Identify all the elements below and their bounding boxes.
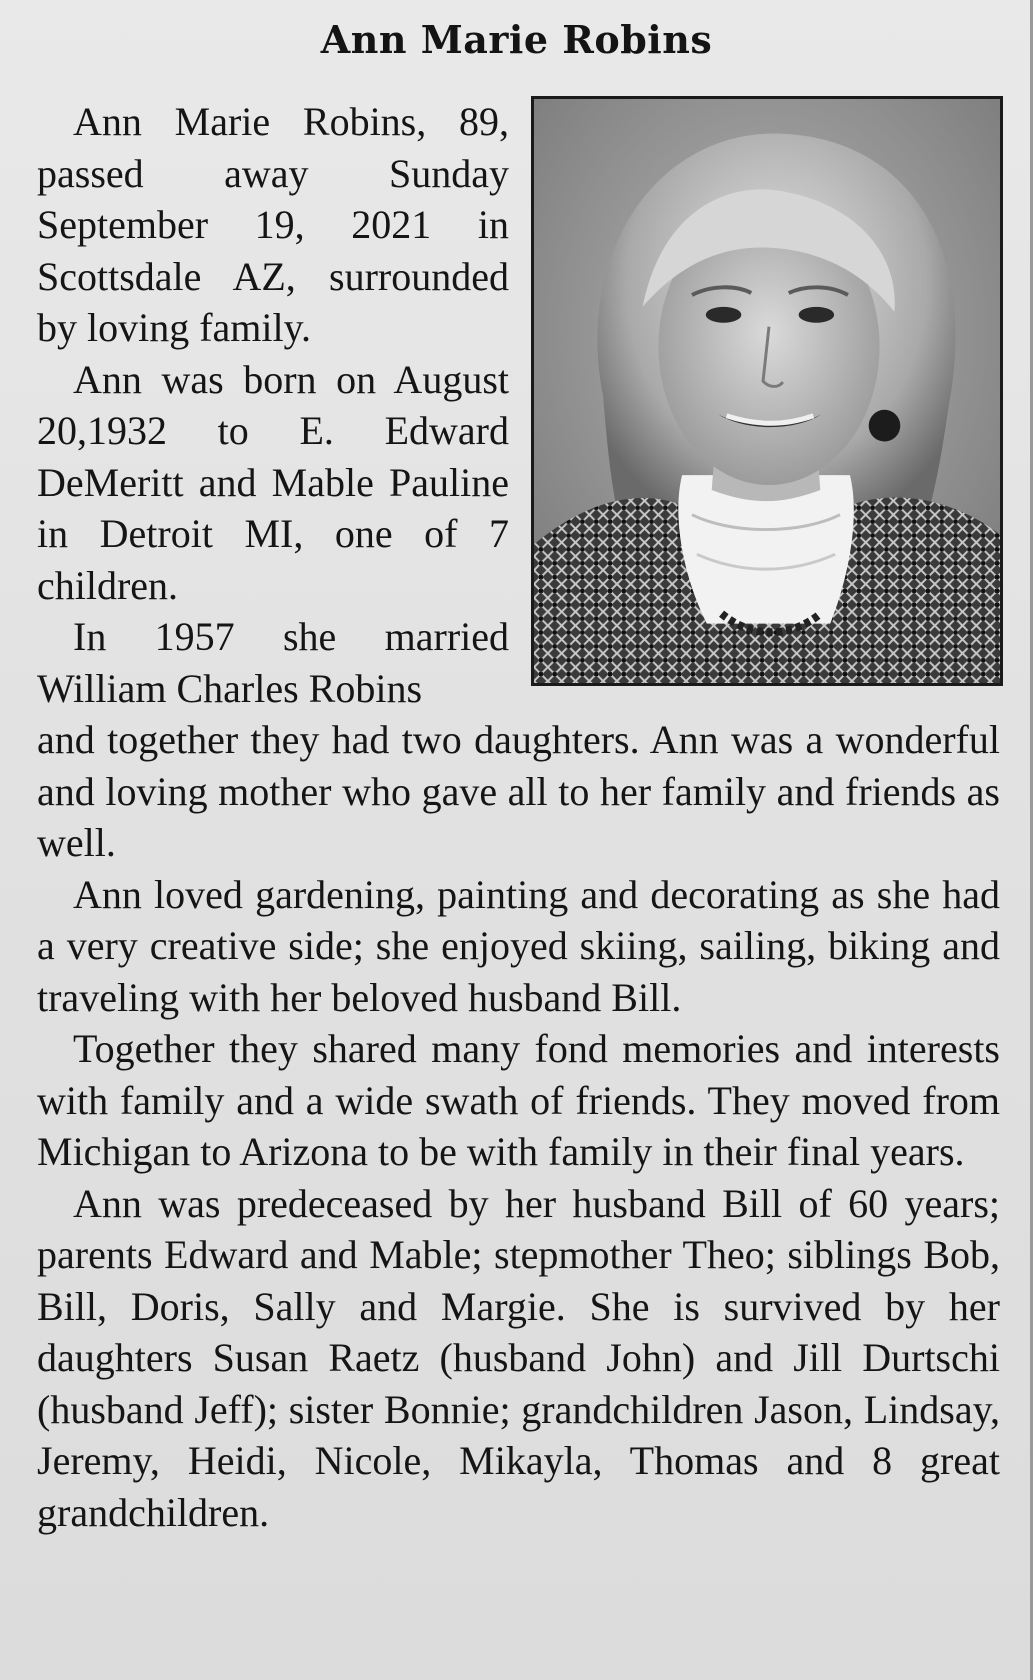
obituary-paragraph: Ann Marie Robins, 89, passed away Sunday September 19, 2021 in Scottsdale AZ, surrounded by loving family. bbox=[37, 99, 509, 350]
obituary-text-top bbox=[37, 96, 509, 714]
obituary-paragraph: and together they had two daughters. Ann was a wonderful and loving mother who gave all to her family and friends as well. bbox=[37, 717, 1000, 865]
obituary-paragraph: Ann loved gardening, painting and decorating as she had a very creative side; she enjoyed skiing, sailing, biking and traveling with her beloved husband Bill. bbox=[37, 871, 1000, 1020]
portrait-image bbox=[534, 99, 1000, 683]
obituary-title: Ann Marie Robins bbox=[320, 17, 713, 62]
obituary-paragraph: Ann was predeceased by her husband Bill of 60 years; parents Edward and Mable; stepmother Theo; siblings Bob, Bill, Doris, Sally and Margie. She is survived by her daughters Susan Raetz (husband John) and Jill Durtschi (husband Jeff); sister Bonnie; grandchildren Jason, Lindsay, Jeremy, Heidi, Nicole, Mikayla, Thomas and 8 great grandchildren. bbox=[37, 1180, 1000, 1535]
obituary-paragraph: Ann was born on August 20,1932 to E. Edward DeMeritt and Mable Pauline in Detroit MI, one of 7 children. bbox=[37, 356, 509, 608]
obituary-paragraph: Together they shared many fond memories and interests with family and a wide swath of friends. They moved from Michigan to Arizona to be with family in their final years. bbox=[37, 1026, 1000, 1174]
obituary-paragraph: In 1957 she married William Charles Robins bbox=[37, 614, 509, 711]
obituary-text-bottom bbox=[37, 714, 1000, 1538]
portrait-photo bbox=[531, 96, 1003, 686]
